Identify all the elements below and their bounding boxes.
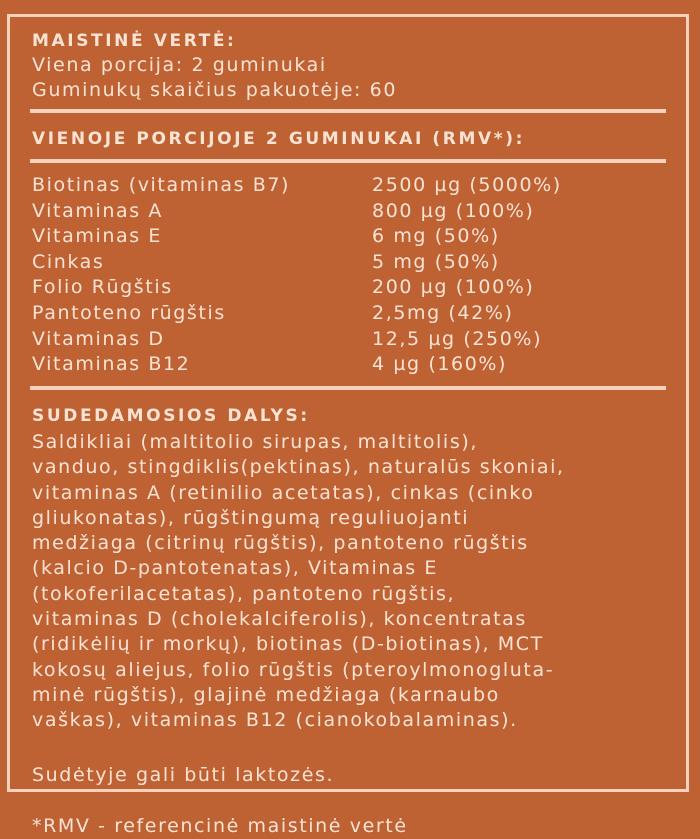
nutrient-value: 4 µg (160%) [372, 353, 508, 376]
nutrient-name: Pantoteno rūgštis [32, 301, 226, 324]
ingredients-line: vitaminas D (cholekalciferolis), koncentratas [32, 608, 527, 631]
nutrient-row [32, 275, 672, 301]
nutrient-value: 5 mg (50%) [372, 250, 500, 273]
ingredients-text [32, 430, 672, 734]
nutrient-row [32, 352, 672, 378]
nutrient-name: Vitaminas A [32, 199, 163, 222]
ingredients-line: vanduo, stingdiklis(pektinas), naturalūs skoniai, [32, 456, 565, 479]
nutrient-name: Vitaminas D [32, 327, 165, 350]
ingredients-line: gliukonatas), rūgštingumą reguliuojanti [32, 506, 470, 529]
nutrient-value: 2500 µg (5000%) [372, 174, 562, 196]
nutrient-name: Folio Rūgštis [32, 276, 173, 299]
ingredients-line: vaškas), vitaminas B12 (cianokobalaminas). [32, 709, 518, 732]
rmv-footnote: *RMV - referencinė maistinė vertė [32, 815, 408, 837]
nutrient-row [32, 250, 672, 276]
nutrient-name: Vitaminas E [32, 225, 162, 248]
nutrient-row [32, 173, 672, 199]
nutrient-value: 2,5mg (42%) [372, 301, 514, 324]
nutrient-row [32, 224, 672, 250]
ingredients-line: (ridikėlių ir morkų), biotinas (D-biotinas), MCT [32, 633, 544, 656]
nutrient-value: 200 µg (100%) [372, 276, 535, 299]
nutrient-name: Vitaminas B12 [32, 353, 191, 376]
ingredients-line: vitaminas A (retinilio acetatas), cinkas (cinko [32, 481, 535, 504]
nutrient-row [32, 199, 672, 225]
divider-1 [30, 109, 666, 113]
nutrient-value: 800 µg (100%) [372, 199, 535, 222]
ingredients-line: minė rūgštis), glajinė medžiaga (karnaubo [32, 683, 500, 706]
nutrient-row [32, 301, 672, 327]
per-serving-heading: VIENOJE PORCIJOJE 2 GUMINUKAI (RMV*): [32, 129, 526, 149]
nutrient-name: Biotinas (vitaminas B7) [32, 174, 291, 196]
nutrient-name: Cinkas [32, 250, 105, 273]
ingredients-line: (tokoferilacetatas), pantoteno rūgštis, [32, 582, 456, 605]
lactose-warning: Sudėtyje gali būti laktozės. [32, 764, 335, 786]
ingredients-line: medžiaga (citrinų rūgštis), pantoteno rūgštis [32, 532, 529, 555]
ingredients-line: Saldikliai (maltitolio sirupas, maltitolis), [32, 431, 478, 453]
nutrient-row [32, 327, 672, 353]
ingredients-heading: SUDEDAMOSIOS DALYS: [32, 406, 310, 426]
divider-2 [30, 159, 666, 163]
nutrient-value: 6 mg (50%) [372, 225, 500, 248]
nutrient-value: 12,5 µg (250%) [372, 327, 543, 350]
nutrient-table [32, 173, 672, 378]
servings-per-package: Guminukų skaičius pakuotėje: 60 [32, 79, 398, 101]
ingredients-line: kokosų aliejus, folio rūgštis (pteroylmonogluta- [32, 658, 555, 681]
divider-3 [30, 386, 666, 390]
ingredients-line: (kalcio D-pantotenatas), Vitaminas E [32, 557, 438, 580]
serving-size: Viena porcija: 2 guminukai [32, 54, 327, 76]
nutrition-heading: MAISTINĖ VERTĖ: [32, 31, 237, 51]
